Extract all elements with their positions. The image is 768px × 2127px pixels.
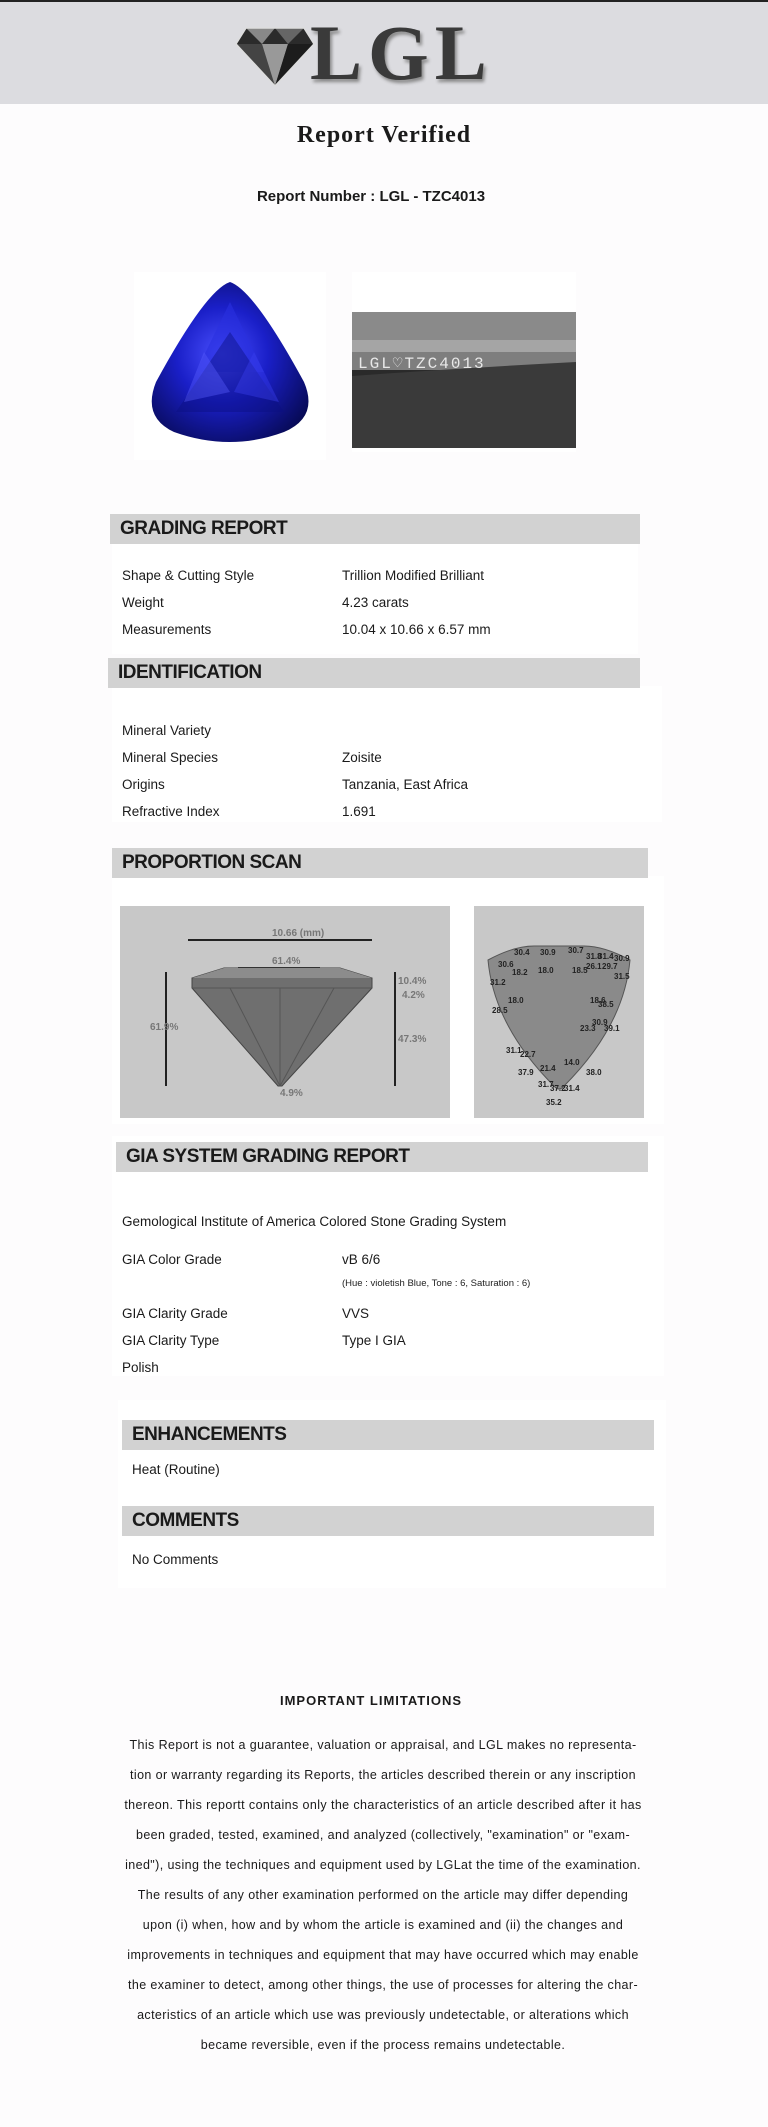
- gia-color-note: (Hue : violetish Blue, Tone : 6, Saturation : 6): [342, 1278, 531, 1289]
- top-view-value: 18.0: [538, 966, 554, 975]
- top-view-value: 31.4: [564, 1084, 580, 1093]
- limitations-line: been graded, tested, examined, and analyzed (collectively, "examination" or "exam-: [135, 1828, 631, 1842]
- top-view-value: 18.2: [512, 968, 528, 977]
- gia-label-clarity-type: GIA Clarity Type: [122, 1333, 220, 1348]
- grading-label-weight: Weight: [122, 595, 164, 610]
- report-number: Report Number : LGL - TZC4013: [256, 188, 486, 205]
- limitations-line: This Report is not a guarantee, valuation or appraisal, and LGL makes no representa-: [129, 1738, 637, 1752]
- limitations-line: became reversible, even if the process remains undetectable.: [200, 2038, 566, 2052]
- ident-value-species: Zoisite: [342, 750, 382, 765]
- grading-label-measurements: Measurements: [122, 622, 212, 637]
- gia-label-color: GIA Color Grade: [122, 1252, 222, 1267]
- gia-value-color: vB 6/6: [342, 1252, 381, 1267]
- inscription-text: LGL♡TZC4013: [358, 355, 486, 373]
- depth-label: 61.9%: [150, 1022, 179, 1033]
- top-view-value: 30.6: [498, 960, 514, 969]
- top-view-value: 37.9: [518, 1068, 534, 1077]
- logo-text: LGL: [310, 9, 493, 96]
- ident-value-ri: 1.691: [342, 804, 376, 819]
- table-label: 61.4%: [272, 956, 301, 967]
- top-view-value: 30.9: [540, 948, 556, 957]
- top-view-value: 23.3: [580, 1024, 596, 1033]
- crown-label: 10.4%: [398, 976, 427, 987]
- limitations-line: acteristics of an article which use was previously undetectable, or alterations which: [137, 2008, 629, 2022]
- inscription-photo: [352, 272, 576, 452]
- limitations-line: ined"), using the techniques and equipment used by LGLat the time of the examination.: [125, 1858, 641, 1872]
- ident-label-ri: Refractive Index: [122, 804, 220, 819]
- limitations-line: improvements in techniques and equipment that may have occurred which may enable: [127, 1948, 639, 1962]
- comments-text: No Comments: [132, 1552, 219, 1567]
- top-view-value: 31.7: [538, 1080, 554, 1089]
- top-view-value: 14.0: [564, 1058, 580, 1067]
- top-view-value: 18.5: [572, 966, 588, 975]
- identification-heading: IDENTIFICATION: [108, 658, 640, 688]
- girdle-label: 4.2%: [402, 990, 425, 1001]
- top-view-value: 29.7: [602, 962, 618, 971]
- top-view-value: 39.1: [604, 1024, 620, 1033]
- gemstone-photo: [134, 272, 326, 460]
- proportion-scan-heading: PROPORTION SCAN: [112, 848, 648, 878]
- top-view-value: 38.0: [586, 1068, 602, 1077]
- gia-value-clarity-type: Type I GIA: [342, 1333, 406, 1348]
- ident-value-origins: Tanzania, East Africa: [342, 777, 469, 792]
- comments-heading: COMMENTS: [122, 1506, 654, 1536]
- top-view-value: 38.5: [598, 1000, 614, 1009]
- side-profile-diagram: [120, 906, 450, 1118]
- top-view-value: 31.8: [586, 952, 602, 961]
- top-view-diagram: [474, 906, 644, 1118]
- top-view-value: 30.7: [568, 946, 584, 955]
- culet-label: 4.9%: [280, 1088, 303, 1099]
- enhancements-heading: ENHANCEMENTS: [122, 1420, 654, 1450]
- ident-label-species: Mineral Species: [122, 750, 219, 765]
- grading-report-heading: GRADING REPORT: [110, 514, 640, 544]
- limitations-text: [118, 1730, 648, 2060]
- page-title: Report Verified: [296, 122, 472, 148]
- enhancements-text: Heat (Routine): [132, 1462, 220, 1477]
- top-view-value: 31.5: [614, 972, 630, 981]
- top-view-value: 18.6: [590, 996, 606, 1005]
- top-view-value: 31.4: [598, 952, 614, 961]
- width-label: 10.66 (mm): [272, 928, 325, 939]
- limitations-heading: IMPORTANT LIMITATIONS: [279, 1693, 463, 1708]
- grading-label-shape: Shape & Cutting Style: [122, 568, 255, 583]
- gia-heading: GIA SYSTEM GRADING REPORT: [116, 1142, 648, 1172]
- top-view-value: 31.1: [506, 1046, 522, 1055]
- limitations-line: The results of any other examination performed on the article may differ depending: [137, 1888, 629, 1902]
- diamond-icon: [234, 20, 316, 90]
- top-view-value: 18.0: [508, 996, 524, 1005]
- gia-label-polish: Polish: [122, 1360, 159, 1375]
- grading-value-shape: Trillion Modified Brilliant: [342, 568, 485, 583]
- top-view-value: 22.7: [520, 1050, 536, 1059]
- top-view-value: 30.9: [592, 1018, 608, 1027]
- limitations-line: tion or warranty regarding its Reports, the articles described therein or any inscription: [130, 1768, 636, 1782]
- top-view-value: 21.4: [540, 1064, 556, 1073]
- top-view-values: [474, 906, 644, 1118]
- top-view-value: 30.4: [514, 948, 530, 957]
- limitations-line: thereon. This reportt contains only the characteristics of an article described after it has: [124, 1798, 642, 1812]
- top-view-value: 35.2: [546, 1098, 562, 1107]
- limitations-line: the examiner to detect, among other things, the use of processes for altering the char-: [127, 1978, 639, 1992]
- grading-value-weight: 4.23 carats: [342, 595, 409, 610]
- top-view-value: 28.5: [492, 1006, 508, 1015]
- ident-label-origins: Origins: [122, 777, 165, 792]
- limitations-line: upon (i) when, how and by whom the article is examined and (ii) the changes and: [142, 1918, 624, 1932]
- grading-value-measurements: 10.04 x 10.66 x 6.57 mm: [342, 622, 491, 637]
- pavilion-label: 47.3%: [398, 1034, 427, 1045]
- top-view-value: 31.2: [490, 978, 506, 987]
- gia-value-clarity-grade: VVS: [342, 1306, 370, 1321]
- gia-system-name: Gemological Institute of America Colored Stone Grading System: [122, 1214, 507, 1229]
- top-view-value: 37.2: [550, 1084, 566, 1093]
- ident-label-variety: Mineral Variety: [122, 723, 212, 738]
- top-view-value: 26.1: [586, 962, 602, 971]
- gia-label-clarity-grade: GIA Clarity Grade: [122, 1306, 228, 1321]
- lgl-logo[interactable]: [232, 9, 493, 96]
- top-view-value: 30.9: [614, 954, 630, 963]
